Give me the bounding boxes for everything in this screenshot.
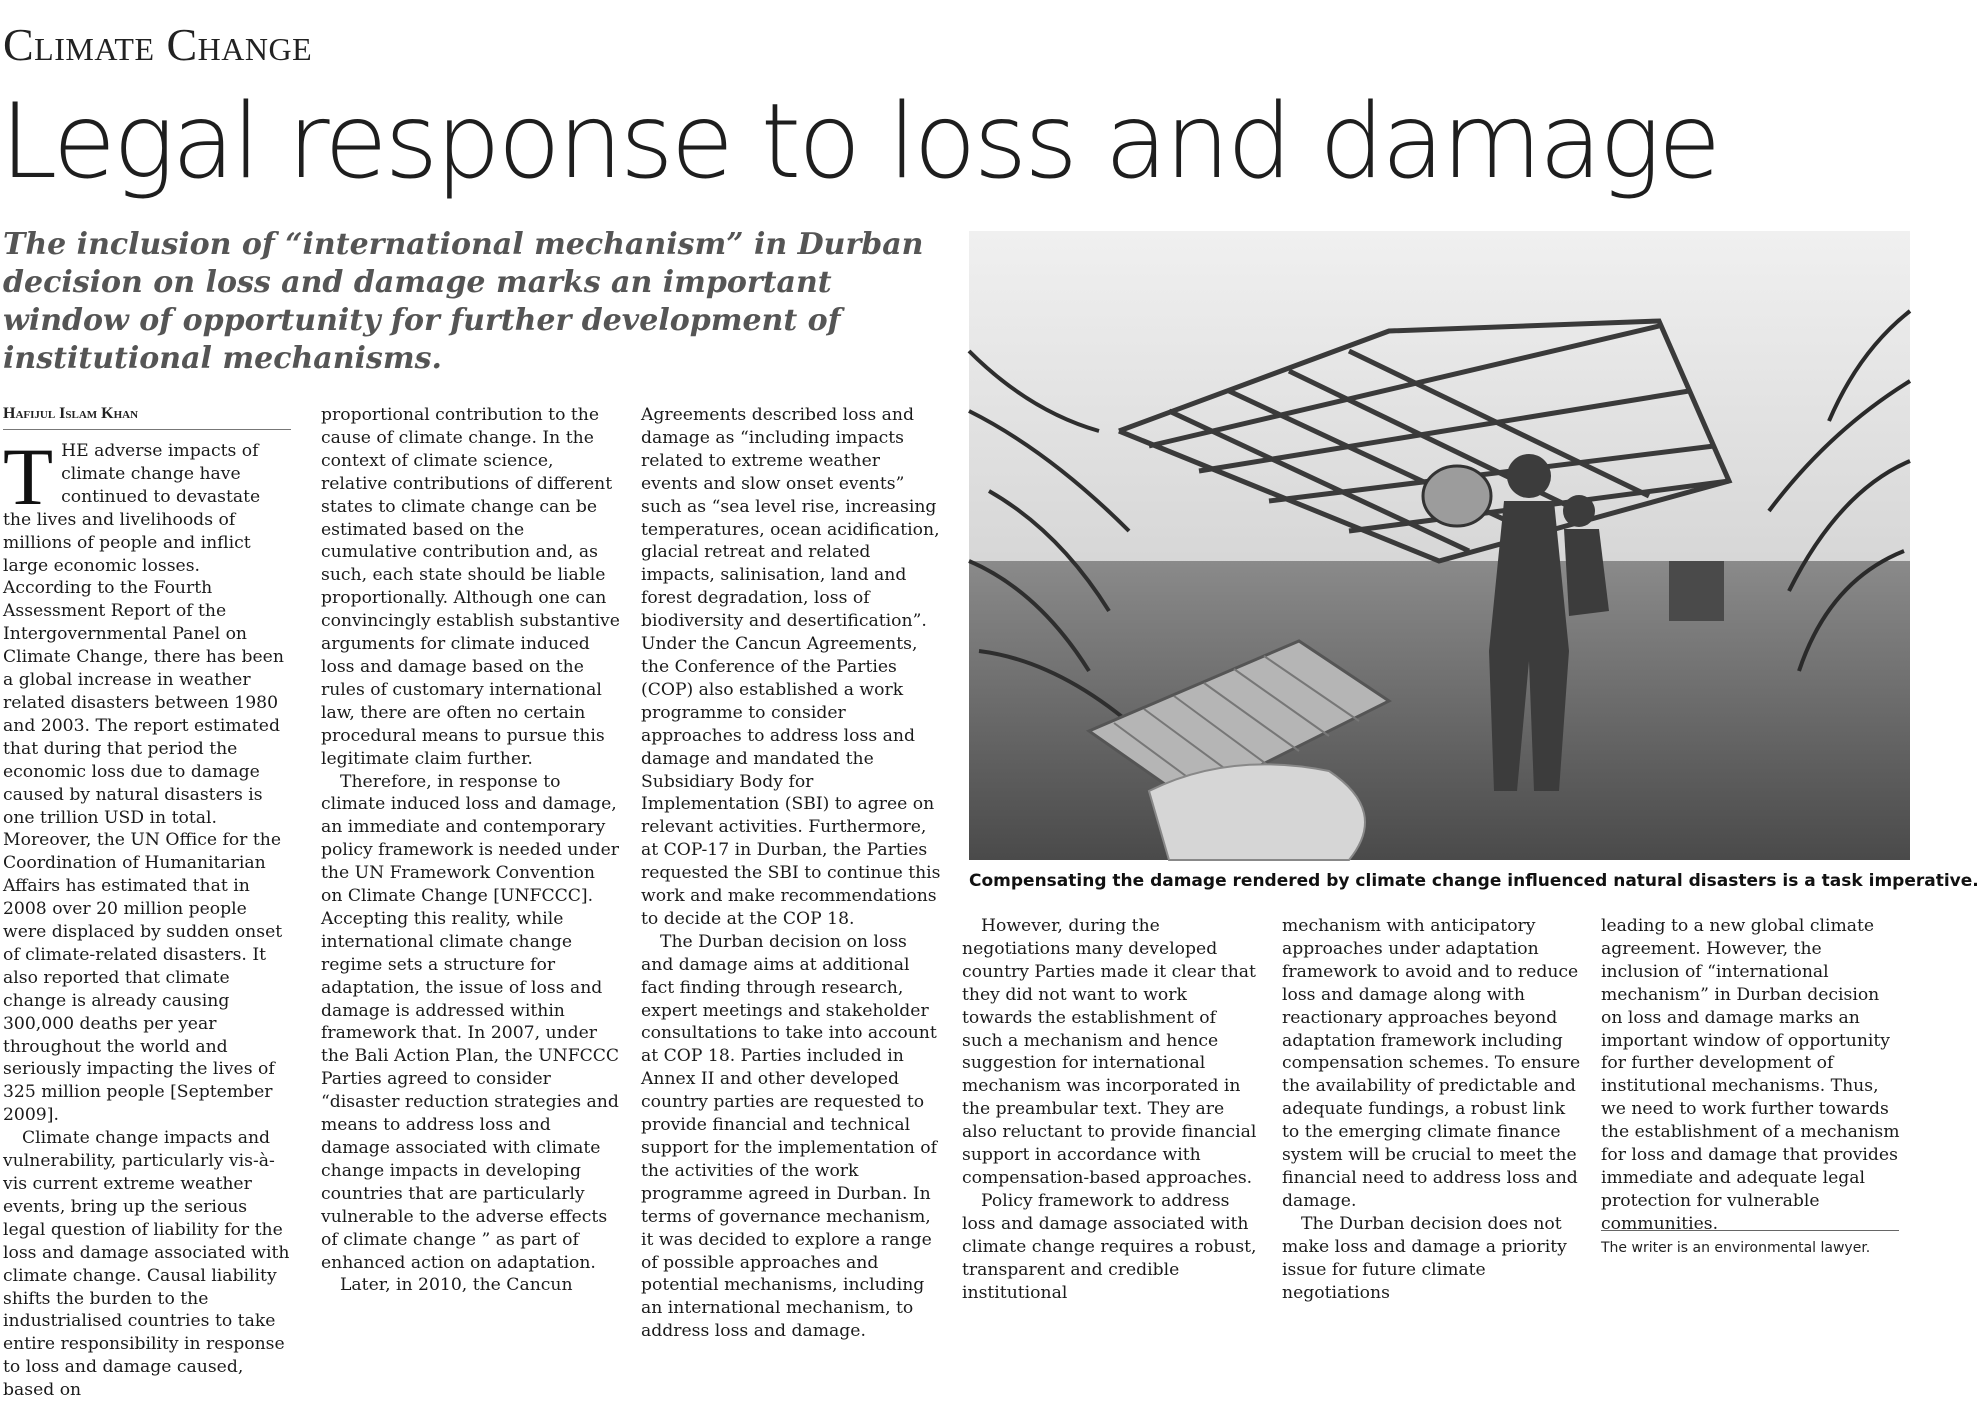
paragraph: Policy framework to address loss and damage associated with climate change requires a robust, transparent and credible institutional: [962, 1190, 1257, 1303]
paragraph: proportional contribution to the cause of climate change. In the context of climate science, relative contributions of different states to climate change can be estimated based on the cumulative contribution and, as such, each state should be liable proportionally. Although one can convincingly establish substantive arguments for climate induced loss and damage based on the rules of customary international law, there are often no certain procedural means to pursue this legitimate claim further.: [321, 405, 620, 769]
paragraph: The Durban decision on loss and damage aims at additional fact finding through research, expert meetings and stakeholder consultations to take into account at COP 18. Parties included in Annex II and other developed country parties are requested to provide financial and technical support for the implementation of the activities of the work programme agreed in Durban. In terms of governance mechanism, it was decided to explore a range of possible approaches and potential mechanisms, including an international mechanism, to address loss and damage.: [641, 931, 937, 1342]
column-4: [962, 915, 1262, 1303]
section-label: Climate Change: [3, 19, 313, 70]
paragraph: Agreements described loss and damage as “including impacts related to extreme weather events and slow onset events” such as “sea level rise, increasing temperatures, ocean acidification, glacial retreat and related impacts, salinisation, land and forest degradation, loss of biodiversity and desertification”. Under the Cancun Agreements, the Conference of the Parties (COP) also established a work programme to consider approaches to address loss and damage and mandated the Subsidiary Body for Implementation (SBI) to agree on relevant activities. Furthermore, at COP-17 in Durban, the Parties requested the SBI to continue this work and make recommendations to decide at the COP 18.: [641, 405, 941, 929]
standfirst: The inclusion of “international mechanism” in Durban decision on loss and damage marks an important window of opportunity for further development of institutional mechanisms.: [3, 227, 924, 376]
drop-cap: T: [3, 431, 54, 522]
paragraph: Therefore, in response to climate induced loss and damage, an immediate and contemporary policy framework is needed under the UN Framework Convention on Climate Change [UNFCCC]. Accepting this reality, while international climate change regime sets a structure for adaptation, the issue of loss and damage is addressed within framework that. In 2007, under the Bali Action Plan, the UNFCCC Parties agreed to consider “disaster reduction strategies and means to address loss and damage associated with climate change impacts in developing countries that are particularly vulnerable to the adverse effects of climate change ” as part of enhanced action on adaptation.: [321, 771, 620, 1273]
column-5: [1282, 915, 1582, 1303]
collapsed-house-photo: [969, 231, 1910, 860]
column-6: [1601, 915, 1901, 1234]
paragraph: Climate change impacts and vulnerability, particularly vis-à-vis current extreme weather events, bring up the serious legal question of liability for the loss and damage associated with climate change. Causal liability shifts the burden to the industrialised countries to take entire responsibility in response to loss and damage caused, based on: [3, 1128, 290, 1401]
paragraph: The Durban decision does not make loss and damage a priority issue for future climate negotiations: [1282, 1213, 1567, 1303]
photo-caption: Compensating the damage rendered by climate change influenced natural disasters is a task imperative.: [969, 871, 1979, 891]
headline: Legal response to loss and damage: [0, 82, 1719, 202]
column-1: [3, 431, 293, 1401]
paragraph-text: HE adverse impacts of climate change have continued to devastate the lives and livelihoods of millions of people and inflict large economic losses. According to the Fourth Assessment Report of the Intergovernmental Panel on Climate Change, there has been a global increase in weather related disasters between 1980 and 2003. The report estimated that during that period the economic loss due to damage caused by natural disasters is one trillion USD in total. Moreover, the UN Office for the Coordination of Humanitarian Affairs has estimated that in 2008 over 20 million people were displaced by sudden onset of climate-related disasters. It also reported that climate change is already causing 300,000 deaths per year throughout the world and seriously impacting the lives of 325 million people [September 2009].: [3, 441, 284, 1126]
byline: Hafijul Islam Khan: [3, 405, 291, 430]
paragraph: Later, in 2010, the Cancun: [340, 1275, 573, 1296]
author-note: The writer is an environmental lawyer.: [1601, 1230, 1899, 1256]
paragraph: mechanism with anticipatory approaches under adaptation framework to avoid and to reduce loss and damage along with reactionary approaches beyond adaptation framework including compensation schemes. To ensure the availability of predictable and adequate fundings, a robust link to the emerging climate finance system will be crucial to meet the financial need to address loss and damage.: [1282, 916, 1581, 1211]
paragraph: [3, 431, 293, 1127]
paragraph: leading to a new global climate agreement. However, the inclusion of “international mechanism” in Durban decision on loss and damage marks an important window of opportunity for further development of institutional mechanisms. Thus, we need to work further towards the establishment of a mechanism for loss and damage that provides immediate and adequate legal protection for vulnerable communities.: [1601, 916, 1900, 1234]
article-photo: [969, 231, 1910, 860]
column-3: [641, 404, 941, 1342]
column-2: [321, 404, 621, 1296]
paragraph: However, during the negotiations many developed country Parties made it clear that they did not want to work towards the establishment of such a mechanism and hence suggestion for international mechanism was incorporated in the preambular text. They are also reluctant to provide financial support in accordance with compensation-based approaches.: [962, 916, 1257, 1188]
